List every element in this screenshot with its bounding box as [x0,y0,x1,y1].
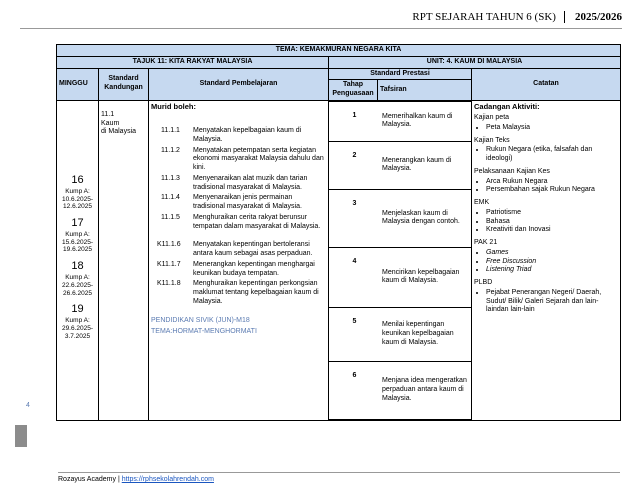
week-group: Kump A: [65,274,90,281]
std-code: 11.1.3 [161,174,180,182]
list-item: • Rukun Negara (etika, falsafah dan ideologi) [486,146,618,164]
week-group: Kump A: [65,230,90,238]
sivik-line: PENDIDIKAN SIVIK (JUN)-M18 [151,316,250,324]
tp-desc: Mencirikan kepelbagaian kaum di Malaysia. [380,247,471,307]
unit-cell: UNIT: 4. KAUM DI MALAYSIA [329,56,621,68]
std-text: Menghuraikan cerita rakyat berunsur tempatan dalam masyarakat di Malaysia. [193,213,321,230]
std-pembelajaran-cell [149,100,329,420]
list-item: • Games [486,249,618,258]
sivik-line: TEMA:HORMAT-MENGHORMATI [151,327,257,335]
kt-list [474,146,618,164]
week-dates: 15.6.2025- 19.6.2025 [61,238,94,254]
list-item: • Arca Rukun Negara [486,178,618,187]
tafsiran-header: Tafsiran [378,80,472,101]
kp-list [474,124,618,133]
emk-list [474,209,618,235]
kp-label: Kajian peta [474,114,510,122]
list-item: • Free Discussion [486,258,618,267]
footer-separator: | [117,476,120,483]
pak-label: PAK 21 [474,239,498,247]
weeks-cell [57,100,99,420]
std-code: K11.1.8 [157,280,181,288]
footer-link[interactable]: https://rphsekolahrendah.com [121,476,214,483]
rpt-table [56,44,621,421]
tp-desc: Menilai kepentingan keunikan kepelbagaian kaum di Malaysia. [380,307,471,361]
std-text: Menyatakan kepelbagaian kaum di Malaysia. [193,127,302,143]
list-item: • Bahasa [486,218,618,227]
week-item [59,217,96,254]
std-code: 11.1.5 [161,213,180,221]
week-number: 19 [71,303,84,316]
week-dates: 29.6.2025- 3.7.2025 [61,324,94,340]
std-item [151,280,326,306]
emk-label: EMK [474,199,490,207]
tp-level: 5 [329,307,380,361]
page-header [412,8,622,26]
week-item [59,174,96,211]
plbd-label: PLBD [474,279,493,287]
sivik-note [151,315,326,337]
std-kandungan-header: Standard Kandungan [99,68,149,100]
footer-brand: Rozayus Academy [58,476,116,483]
std-item [151,241,326,259]
academic-year: 2025/2026 [574,11,622,23]
pk-label: Pelaksanaan Kajian Kes [474,167,550,175]
std-item [151,214,326,232]
side-tab [15,425,27,447]
tema-cell: TEMA: KEMAKMURAN NEGARA KITA [57,45,621,57]
std-text: Menghuraikan kepentingan perkongsian maklumat tentang kepelbagaian kaum di Malaysia. [193,280,319,305]
catatan-header: Catatan [472,68,621,100]
tajuk-cell: TAJUK 11: KITA RAKYAT MALAYSIA [57,56,329,68]
tp-level: 4 [329,247,380,307]
tp-desc: Menjana idea mengeratkan perpaduan antara kaum di Malaysia. [380,361,471,419]
week-group: Kump A: [65,317,90,325]
std-code: K11.1.6 [157,241,181,249]
tp-level: 1 [329,101,380,141]
std-code: K11.1.7 [157,260,181,268]
list-item: • Peta Malaysia [486,124,618,133]
std-code: 11.1.1 [161,127,180,135]
week-dates: 22.6.2025- 26.6.2025 [61,281,94,297]
std-item [151,127,326,145]
tp-desc: Memerihalkan kaum di Malaysia. [380,101,471,141]
doc-title: RPT SEJARAH TAHUN 6 (SK) [412,11,565,23]
tp-level: 2 [329,141,380,189]
week-group: Kump A: [65,187,90,195]
week-number: 18 [71,260,84,273]
std-text: Menerangkan kepentingan menghargai keunikan budaya tempatan. [193,260,315,277]
std-text: Menyenaraikan alat muzik dan tarian tradisional masyarakat di Malaysia. [193,174,308,191]
std-text: Menyatakan petempatan serta kegiatan ekonomi masyarakat Malaysia dahulu dan kini. [193,146,324,172]
tp-desc: Menerangkan kaum di Malaysia. [380,141,471,189]
kt-label: Kajian Teks [474,136,510,144]
header-rule [20,28,622,29]
tahap-header: Tahap Penguasaan [329,80,378,101]
list-item: • Listening Triad [486,266,618,275]
std-item [151,175,326,193]
page-footer [58,472,620,483]
std-code: 11.1.4 [161,194,180,202]
list-item: • Pejabat Penerangan Negeri/ Daerah, Sudut/ Bilik/ Galeri Sejarah dan lain-laindan lain-lain [486,289,618,315]
week-dates: 10.6.2025- 12.6.2025 [61,195,94,211]
std-item [151,261,326,279]
tp-level: 3 [329,189,380,247]
std-prestasi-header: Standard Prestasi [329,68,472,80]
std-text: Menyatakan kepentingan bertoleransi antara kaum sebagai asas perpaduan. [193,241,313,258]
tp-level: 6 [329,361,380,419]
std-item [151,194,326,212]
pk-list [474,178,618,196]
week-number: 17 [71,217,84,230]
murid-boleh-label: Murid boleh: [151,101,196,111]
list-item: • Persembahan sajak Rukun Negara [486,186,618,195]
std-kandungan-cell: 11.1 Kaum di Malaysia [99,100,149,420]
list-item: • Kreativiti dan Inovasi [486,226,618,235]
week-item [59,260,96,297]
levels-table [329,101,471,420]
week-item [59,303,96,340]
minggu-header: MINGGU [57,68,99,100]
pak-list [474,249,618,275]
std-text: Menyenaraikan jenis permainan tradisional masyarakat di Malaysia. [193,194,302,211]
catatan-cell [472,100,621,420]
list-item: • Patriotisme [486,209,618,218]
tp-desc: Menjelaskan kaum di Malaysia dengan contoh. [380,189,471,247]
week-number: 16 [71,173,84,186]
activity-heading: Cadangan Aktiviti: [474,101,540,111]
std-pembelajaran-header: Standard Pembelajaran [149,68,329,100]
std-code: 11.1.2 [161,146,180,154]
std-prestasi-cell [329,100,472,420]
plbd-list [474,289,618,315]
page-number: 4 [26,402,30,409]
std-item [151,147,326,173]
